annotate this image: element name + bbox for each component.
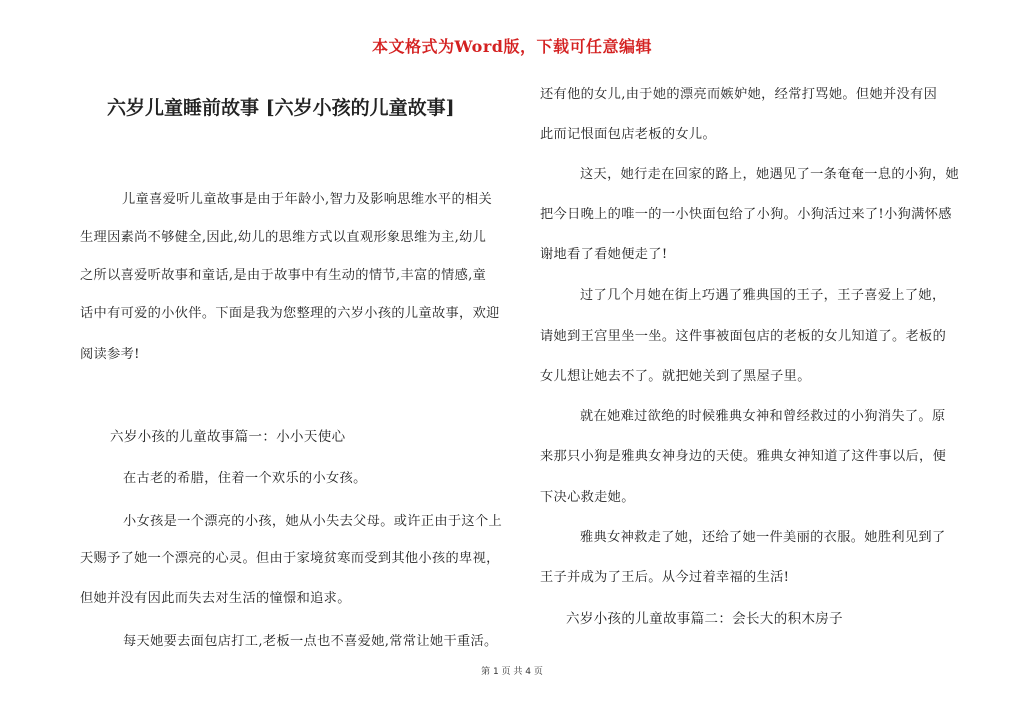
section-heading: 六岁小孩的儿童故事篇一：小小天使心 [110,429,346,445]
paragraph-line: 阅读参考! [80,347,140,362]
paragraph-line: 女儿想让她去不了。就把她关到了黑屋子里。 [540,369,811,384]
paragraph-line: 雅典女神救走了她，还给了她一件美丽的衣服。她胜利见到了 [580,530,946,545]
document-title: 六岁儿童睡前故事 [六岁小孩的儿童故事] [107,97,455,119]
paragraph-line: 每天她要去面包店打工,老板一点也不喜爱她,常常让她干重活。 [123,634,498,649]
paragraph-line: 之所以喜爱听故事和童话,是由于故事中有生动的情节,丰富的情感,童 [80,268,487,283]
paragraph-line: 小女孩是一个漂亮的小孩，她从小失去父母。或许正由于这个上 [123,514,503,529]
paragraph-line: 王子并成为了王后。从今过着幸福的生活! [540,570,790,585]
paragraph-line: 谢地看了看她便走了! [540,247,668,262]
paragraph-line: 过了几个月她在街上巧遇了雅典国的王子，王子喜爱上了她， [580,288,946,303]
paragraph-line: 此而记恨面包店老板的女儿。 [540,127,716,142]
paragraph-line: 生理因素尚不够健全,因此,幼儿的思维方式以直观形象思维为主,幼儿 [80,230,487,245]
paragraph-line: 但她并没有因此而失去对生活的憧憬和追求。 [80,591,351,606]
paragraph-line: 这天，她行走在回家的路上，她遇见了一条奄奄一息的小狗，她 [580,167,960,182]
paragraph-line: 儿童喜爱听儿童故事是由于年龄小,智力及影响思维水平的相关 [122,192,493,207]
paragraph-line: 还有他的女儿,由于她的漂亮而嫉妒她，经常打骂她。但她并没有因 [540,87,938,102]
paragraph-line: 就在她难过欲绝的时候雅典女神和曾经救过的小狗消失了。原 [580,409,946,424]
watermark-banner: 本文格式为Word版，下载可任意编辑 [372,37,652,56]
paragraph-line: 把今日晚上的唯一的一小快面包给了小狗。小狗活过来了!小狗满怀感 [540,207,952,222]
paragraph-line: 在古老的希腊，住着一个欢乐的小女孩。 [123,471,367,486]
paragraph-line: 下决心救走她。 [540,490,635,505]
paragraph-line: 来那只小狗是雅典女神身边的天使。雅典女神知道了这件事以后，便 [540,449,947,464]
paragraph-line: 话中有可爱的小伙伴。下面是我为您整理的六岁小孩的儿童故事，欢迎 [80,306,500,321]
page-footer: 第 1 页 共 4 页 [481,667,543,677]
section-heading: 六岁小孩的儿童故事篇二：会长大的积木房子 [566,611,843,627]
paragraph-line: 天赐予了她一个漂亮的心灵。但由于家境贫寒而受到其他小孩的卑视， [80,551,500,566]
paragraph-line: 请她到王宫里坐一坐。这件事被面包店的老板的女儿知道了。老板的 [540,329,947,344]
